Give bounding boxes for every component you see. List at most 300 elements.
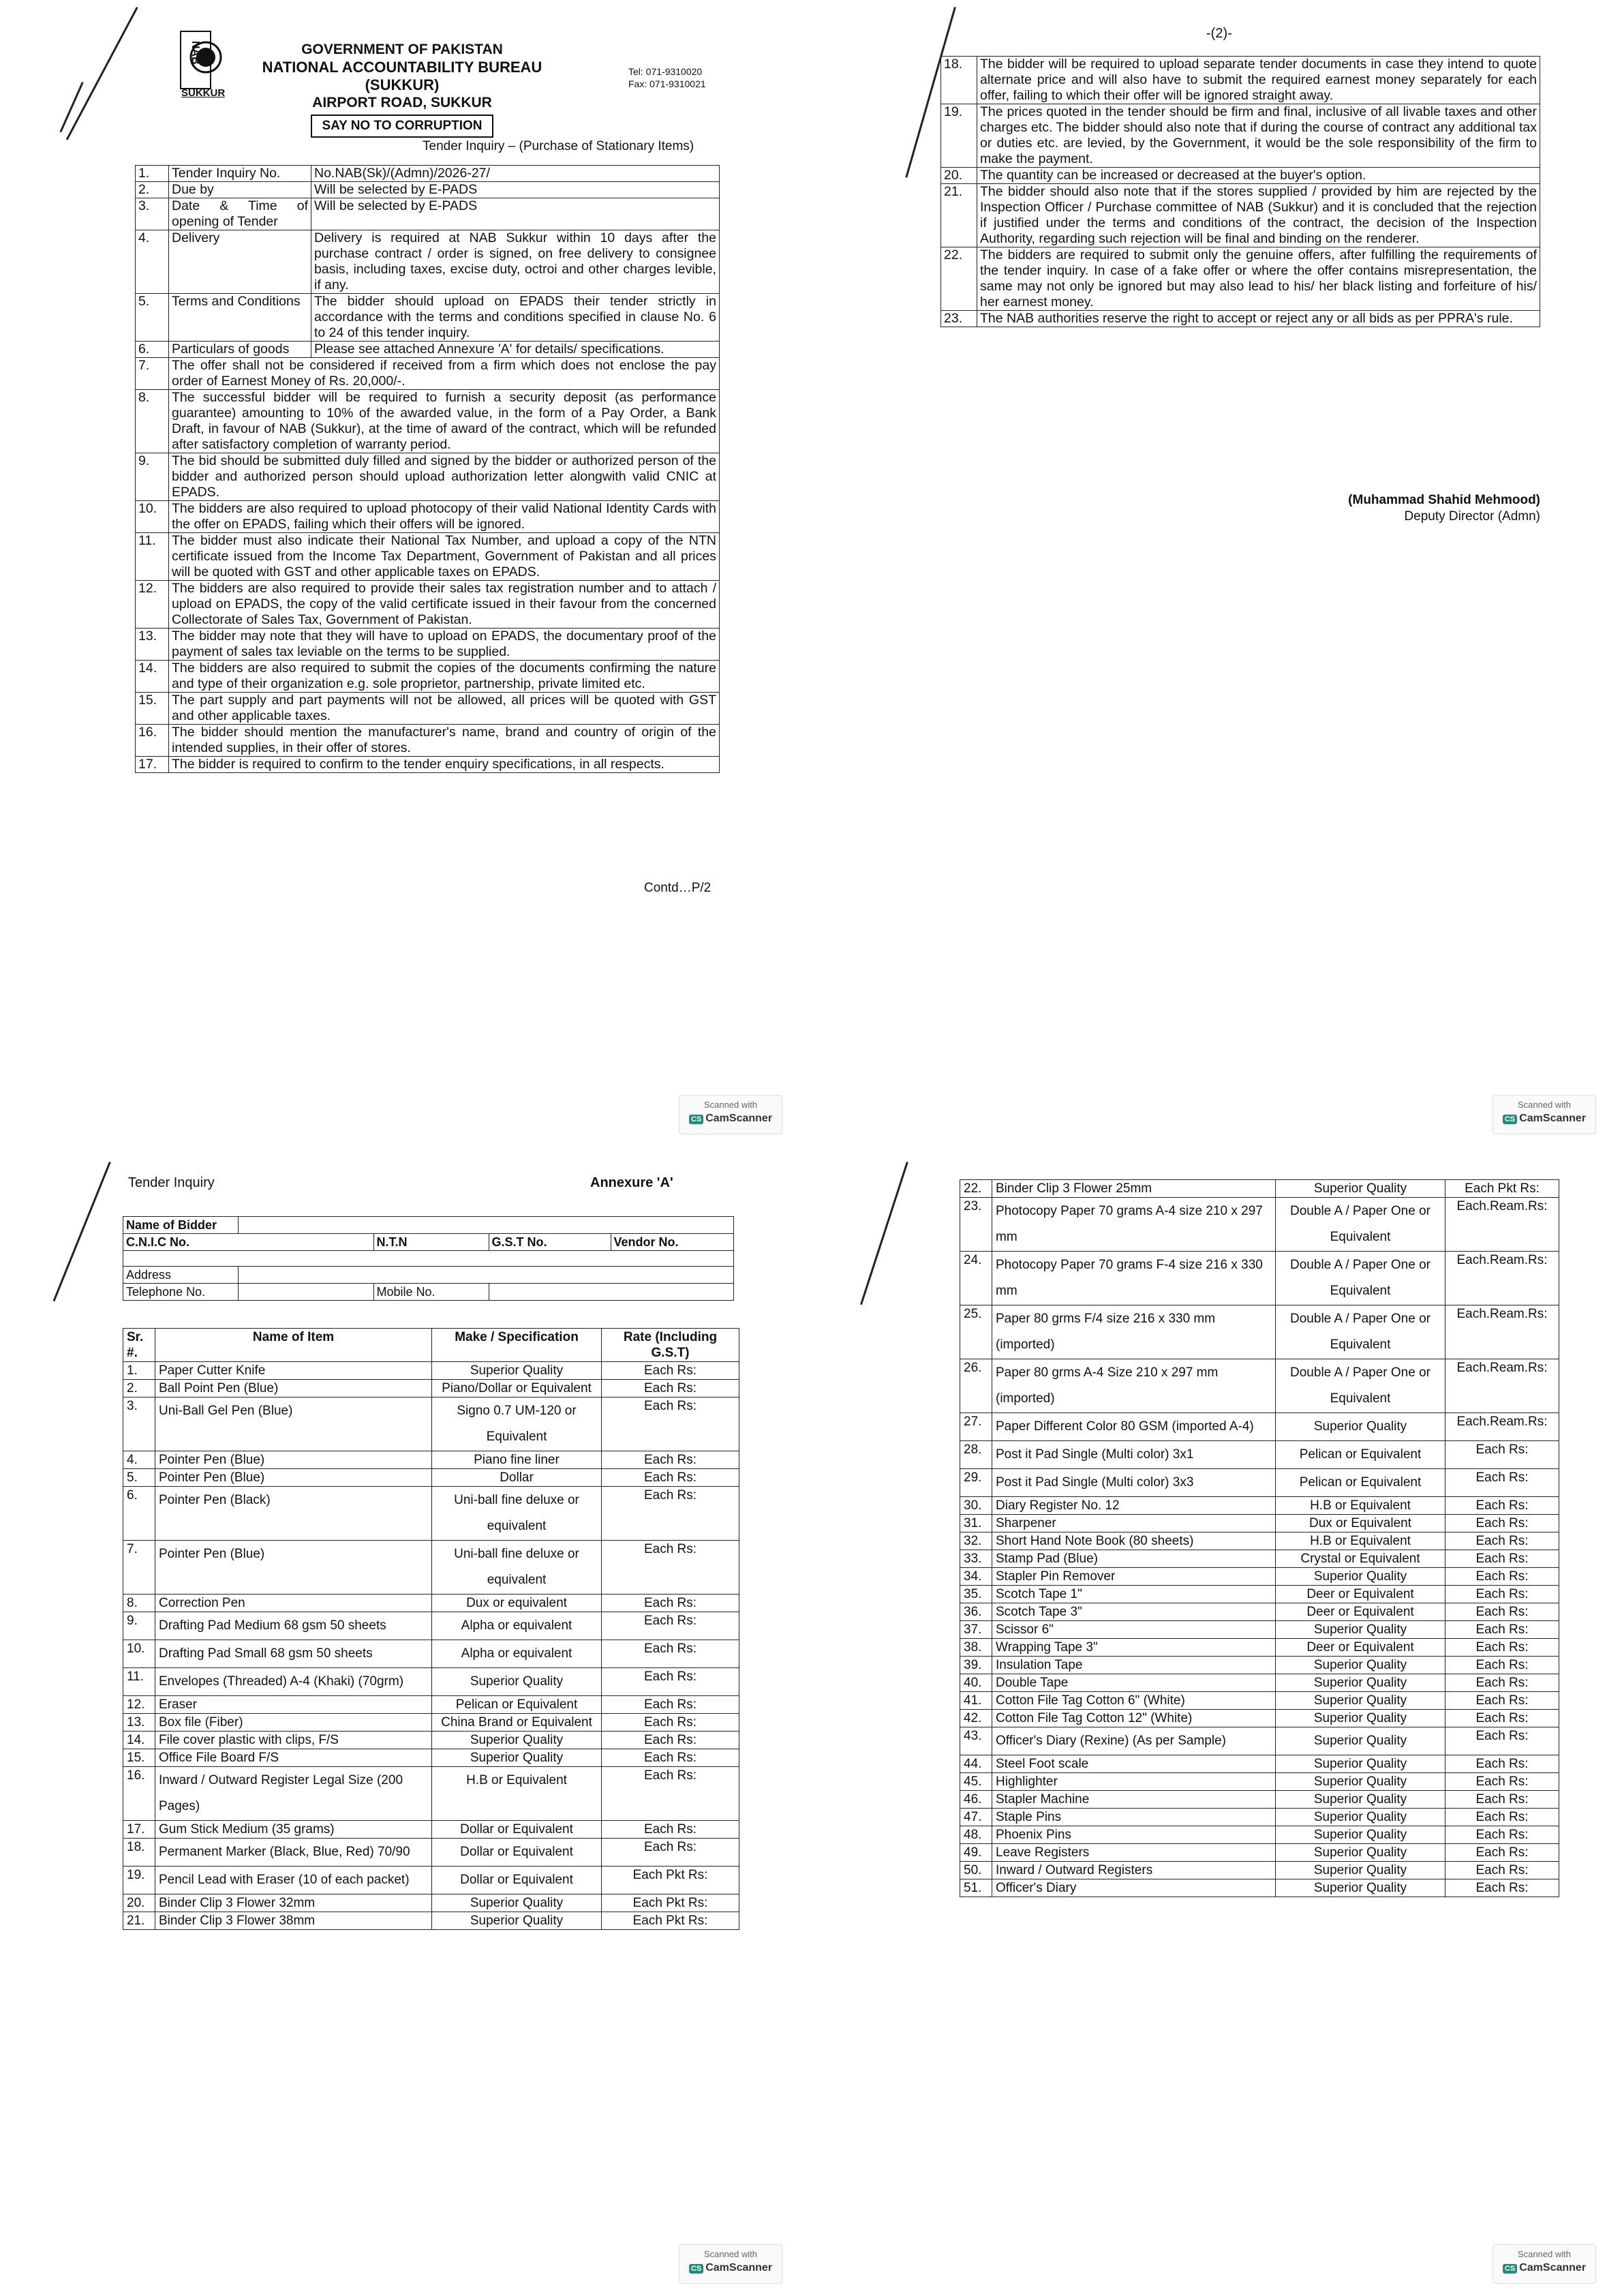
camscanner-watermark (679, 1095, 782, 1134)
item-row (123, 1767, 739, 1821)
item-row (123, 1487, 739, 1541)
item-name: Binder Clip 3 Flower 38mm (155, 1912, 432, 1930)
item-rate[interactable]: Each.Ream.Rs: (1445, 1198, 1559, 1252)
signatory-title: Deputy Director (Admn) (1404, 509, 1540, 524)
item-make: Superior Quality (1276, 1809, 1445, 1826)
item-rate[interactable]: Each Rs: (1445, 1710, 1559, 1727)
item-row (960, 1826, 1559, 1844)
item-rate[interactable]: Each Rs: (602, 1451, 739, 1469)
item-sr: 47. (960, 1809, 992, 1826)
item-row (960, 1603, 1559, 1621)
item-rate[interactable]: Each Rs: (1445, 1862, 1559, 1879)
watermark-text: Scanned with (1517, 1100, 1572, 1110)
item-rate[interactable]: Each Rs: (1445, 1586, 1559, 1603)
item-sr: 33. (960, 1550, 992, 1568)
item-rate[interactable]: Each Rs: (1445, 1844, 1559, 1862)
item-sr: 44. (960, 1755, 992, 1773)
item-sr: 8. (123, 1595, 155, 1612)
item-row (123, 1362, 739, 1380)
item-rate[interactable]: Each Rs: (602, 1696, 739, 1714)
item-rate[interactable]: Each Rs: (1445, 1826, 1559, 1844)
item-rate[interactable]: Each Rs: (1445, 1727, 1559, 1755)
term-text: Will be selected by E-PADS (311, 182, 720, 198)
term-text: The NAB authorities reserve the right to accept or reject any or all bids as per PPRA's rule. (977, 311, 1540, 327)
term-row (136, 757, 720, 773)
blank-row (123, 1251, 734, 1267)
item-row (960, 1180, 1559, 1198)
item-rate[interactable]: Each Pkt Rs: (602, 1894, 739, 1912)
item-name: Eraser (155, 1696, 432, 1714)
item-rate[interactable]: Each Pkt Rs: (602, 1867, 739, 1894)
item-make: H.B or Equivalent (1276, 1497, 1445, 1515)
item-make: Superior Quality (1276, 1727, 1445, 1755)
item-rate[interactable]: Each.Ream.Rs: (1445, 1252, 1559, 1305)
term-row (941, 247, 1540, 311)
item-name: Binder Clip 3 Flower 32mm (155, 1894, 432, 1912)
term-number: 4. (136, 230, 169, 294)
item-name: Scotch Tape 1" (992, 1586, 1276, 1603)
item-sr: 42. (960, 1710, 992, 1727)
item-rate[interactable]: Each Rs: (602, 1732, 739, 1749)
term-number: 7. (136, 358, 169, 390)
pen-stroke (66, 7, 138, 140)
term-text: The bidder should mention the manufacturer's name, brand and country of origin of the intended supplies, in their offer of stores. (169, 725, 720, 757)
term-text: The bidder will be required to upload separate tender documents in case they intend to quote alternate price and will also have to submit the required earnest money separately for each offer, failing to which their offer will be ignored straight away. (977, 57, 1540, 104)
item-rate[interactable]: Each Rs: (1445, 1791, 1559, 1809)
item-row (960, 1359, 1559, 1413)
term-number: 17. (136, 757, 169, 773)
item-name: Photocopy Paper 70 grams A-4 size 210 x 297 mm (992, 1198, 1276, 1252)
item-rate[interactable]: Each Rs: (602, 1767, 739, 1821)
item-name: Post it Pad Single (Multi color) 3x1 (992, 1441, 1276, 1469)
item-sr: 19. (123, 1867, 155, 1894)
telephone-field[interactable] (239, 1284, 374, 1301)
item-rate[interactable]: Each Rs: (1445, 1497, 1559, 1515)
item-make: Superior Quality (1276, 1657, 1445, 1674)
item-make: Superior Quality (432, 1668, 602, 1696)
term-number: 8. (136, 390, 169, 453)
item-rate[interactable]: Each Rs: (1445, 1809, 1559, 1826)
item-sr: 50. (960, 1862, 992, 1879)
camscanner-icon: CS (1503, 1115, 1517, 1124)
item-sr: 9. (123, 1612, 155, 1640)
item-rate[interactable]: Each Rs: (602, 1541, 739, 1595)
term-text: The bidders are required to submit only the genuine offers, after fulfilling the requirements of the tender inquiry. In case of a fake offer or where the offer contains misrepresentation, the same may not only be ignored but may also lead to his/ her black listing and forfeiture of his/ her earnest money. (977, 247, 1540, 311)
item-name: Short Hand Note Book (80 sheets) (992, 1532, 1276, 1550)
item-make: Superior Quality (432, 1894, 602, 1912)
item-name: File cover plastic with clips, F/S (155, 1732, 432, 1749)
address-label: Address (123, 1267, 239, 1284)
term-number: 10. (136, 501, 169, 533)
item-row (960, 1674, 1559, 1692)
item-sr: 1. (123, 1362, 155, 1380)
item-sr: 36. (960, 1603, 992, 1621)
item-rate[interactable]: Each Rs: (602, 1714, 739, 1732)
term-text: The bidders are also required to provide their sales tax registration number and to attach / upload on EPADS, the copy of the valid certificate issued in their favour from the concerned Collectorate of Sales Tax, Government of Pakistan. (169, 581, 720, 629)
item-sr: 12. (123, 1696, 155, 1714)
item-sr: 13. (123, 1714, 155, 1732)
item-rate[interactable]: Each Rs: (602, 1640, 739, 1668)
item-row (960, 1441, 1559, 1469)
term-text: Please see attached Annexure 'A' for details/ specifications. (311, 342, 720, 358)
item-make: Superior Quality (1276, 1791, 1445, 1809)
item-sr: 28. (960, 1441, 992, 1469)
item-make: Superior Quality (1276, 1710, 1445, 1727)
term-number: 11. (136, 533, 169, 581)
item-sr: 27. (960, 1413, 992, 1441)
term-text: The successful bidder will be required to furnish a security deposit (as performance guarantee) amounting to 10% of the awarded value, in the form of a Pay Order, a Bank Draft, in favour of NAB (Sukkur), at the time of award of the contract, which will be refunded after satisfactory completion of warranty period. (169, 390, 720, 453)
item-sr: 10. (123, 1640, 155, 1668)
item-make: Crystal or Equivalent (1276, 1550, 1445, 1568)
term-number: 5. (136, 294, 169, 342)
term-text: The prices quoted in the tender should be firm and final, inclusive of all livable taxes and other charges etc. The bidder should also note that if during the course of contract any additional tax or duties etc. are levied, by the Government, it would be the sole responsibility of the firm to make the payment. (977, 104, 1540, 168)
item-sr: 4. (123, 1451, 155, 1469)
item-row (123, 1732, 739, 1749)
item-name: Photocopy Paper 70 grams F-4 size 216 x 330 mm (992, 1252, 1276, 1305)
fax: Fax: 071-9310021 (628, 78, 706, 89)
item-name: Officer's Diary (Rexine) (As per Sample) (992, 1727, 1276, 1755)
item-sr: 48. (960, 1826, 992, 1844)
term-row (136, 533, 720, 581)
ntn-label: N.T.N (373, 1234, 489, 1251)
item-make: Double A / Paper One or Equivalent (1276, 1252, 1445, 1305)
item-rate[interactable]: Each Rs: (1445, 1441, 1559, 1469)
annexure-title-left: Tender Inquiry (128, 1175, 215, 1190)
item-row (960, 1252, 1559, 1305)
item-rate[interactable]: Each Rs: (602, 1668, 739, 1696)
term-number: 9. (136, 453, 169, 501)
item-name: Steel Foot scale (992, 1755, 1276, 1773)
term-row (136, 453, 720, 501)
contact-block (628, 65, 706, 90)
col-item-name: Name of Item (155, 1329, 432, 1362)
item-make: Superior Quality (1276, 1862, 1445, 1879)
item-name: Scotch Tape 3" (992, 1603, 1276, 1621)
item-rate[interactable]: Each.Ream.Rs: (1445, 1413, 1559, 1441)
item-row (123, 1469, 739, 1487)
page-number: -(2)- (1206, 26, 1232, 41)
term-number: 14. (136, 661, 169, 693)
item-name: Pointer Pen (Blue) (155, 1469, 432, 1487)
pen-stroke (53, 1162, 111, 1301)
items-table-part-2 (960, 1179, 1559, 1897)
item-make: Superior Quality (1276, 1180, 1445, 1198)
item-sr: 15. (123, 1749, 155, 1767)
term-text: Delivery is required at NAB Sukkur within 10 days after the purchase contract / order is signed, on free delivery to consignee basis, including taxes, excise duty, octroi and other charges levible, if any. (311, 230, 720, 294)
item-make: Alpha or equivalent (432, 1640, 602, 1668)
item-name: Stamp Pad (Blue) (992, 1550, 1276, 1568)
item-row (123, 1821, 739, 1839)
watermark-brand: CamScanner (1519, 1113, 1587, 1124)
item-name: Highlighter (992, 1773, 1276, 1791)
term-row (136, 230, 720, 294)
watermark-brand: CamScanner (705, 1113, 773, 1124)
item-make: Dollar or Equivalent (432, 1839, 602, 1867)
term-text: The bidders are also required to upload photocopy of their valid National Identity Cards with the offer on EPADS, failing which their offers will be ignored. (169, 501, 720, 533)
gst-label: G.S.T No. (489, 1234, 611, 1251)
item-rate[interactable]: Each Rs: (602, 1487, 739, 1541)
item-row (123, 1894, 739, 1912)
term-number: 20. (941, 168, 977, 184)
term-row (941, 104, 1540, 168)
term-number: 15. (136, 693, 169, 725)
term-number: 18. (941, 57, 977, 104)
item-rate[interactable]: Each Rs: (602, 1749, 739, 1767)
nab-logo (179, 30, 226, 98)
item-name: Permanent Marker (Black, Blue, Red) 70/90 (155, 1839, 432, 1867)
item-name: Double Tape (992, 1674, 1276, 1692)
item-sr: 31. (960, 1515, 992, 1532)
item-name: Binder Clip 3 Flower 25mm (992, 1180, 1276, 1198)
vendor-label: Vendor No. (611, 1234, 734, 1251)
term-text: No.NAB(Sk)/(Admn)/2026-27/ (311, 166, 720, 182)
watermark-brand: CamScanner (1519, 2262, 1587, 2274)
item-rate[interactable]: Each Rs: (602, 1469, 739, 1487)
item-rate[interactable]: Each Rs: (602, 1821, 739, 1839)
signature-block (1227, 492, 1540, 525)
item-row (960, 1710, 1559, 1727)
item-name: Diary Register No. 12 (992, 1497, 1276, 1515)
item-make: Deer or Equivalent (1276, 1639, 1445, 1657)
item-name: Wrapping Tape 3" (992, 1639, 1276, 1657)
item-row (960, 1586, 1559, 1603)
term-label: Date & Time of opening of Tender (169, 198, 311, 230)
item-sr: 17. (123, 1821, 155, 1839)
item-name: Phoenix Pins (992, 1826, 1276, 1844)
item-rate[interactable]: Each Pkt Rs: (602, 1912, 739, 1930)
item-sr: 34. (960, 1568, 992, 1586)
item-name: Box file (Fiber) (155, 1714, 432, 1732)
term-row (136, 358, 720, 390)
item-make: Pelican or Equivalent (1276, 1469, 1445, 1497)
item-make: Pelican or Equivalent (432, 1696, 602, 1714)
item-row (123, 1696, 739, 1714)
item-make: Signo 0.7 UM-120 or Equivalent (432, 1398, 602, 1451)
item-row (960, 1198, 1559, 1252)
item-name: Drafting Pad Medium 68 gsm 50 sheets (155, 1612, 432, 1640)
address-field[interactable] (239, 1267, 734, 1284)
subject-line: Tender Inquiry – (Purchase of Stationary Items) (423, 139, 694, 153)
item-sr: 29. (960, 1469, 992, 1497)
term-row (941, 168, 1540, 184)
item-row (960, 1532, 1559, 1550)
item-rate[interactable]: Each Rs: (1445, 1621, 1559, 1639)
term-text: The bidders are also required to submit the copies of the documents confirming the nature and type of their organization e.g. sole proprietor, partnership, private limited etc. (169, 661, 720, 693)
term-label: Particulars of goods (169, 342, 311, 358)
item-rate[interactable]: Each Rs: (1445, 1532, 1559, 1550)
item-row (960, 1497, 1559, 1515)
item-rate[interactable]: Each Rs: (1445, 1568, 1559, 1586)
item-rate[interactable]: Each Rs: (1445, 1879, 1559, 1897)
camscanner-watermark (679, 2244, 782, 2284)
camscanner-watermark (1493, 1095, 1596, 1134)
item-rate[interactable]: Each Rs: (602, 1612, 739, 1640)
item-make: Piano/Dollar or Equivalent (432, 1380, 602, 1398)
item-make: Dollar or Equivalent (432, 1821, 602, 1839)
item-make: Piano fine liner (432, 1451, 602, 1469)
item-name: Stapler Pin Remover (992, 1568, 1276, 1586)
term-text: The bidder must also indicate their National Tax Number, and upload a copy of the NTN certificate issued from the Income Tax Department, Government of Pakistan and all prices will be quoted with GST and other applicable taxes on EPADS. (169, 533, 720, 581)
term-label: Tender Inquiry No. (169, 166, 311, 182)
item-sr: 40. (960, 1674, 992, 1692)
item-make: Superior Quality (1276, 1413, 1445, 1441)
item-name: Uni-Ball Gel Pen (Blue) (155, 1398, 432, 1451)
item-sr: 51. (960, 1879, 992, 1897)
item-rate[interactable]: Each Rs: (1445, 1515, 1559, 1532)
header-line-3: AIRPORT ROAD, SUKKUR (312, 95, 492, 110)
camscanner-icon: CS (1503, 2264, 1517, 2274)
item-rate[interactable]: Each.Ream.Rs: (1445, 1305, 1559, 1359)
item-sr: 23. (960, 1198, 992, 1252)
item-make: Double A / Paper One or Equivalent (1276, 1305, 1445, 1359)
item-sr: 24. (960, 1252, 992, 1305)
item-rate[interactable]: Each Rs: (602, 1595, 739, 1612)
col-rate: Rate (Including G.S.T) (602, 1329, 739, 1362)
item-name: Correction Pen (155, 1595, 432, 1612)
item-rate[interactable]: Each.Ream.Rs: (1445, 1359, 1559, 1413)
item-make: Deer or Equivalent (1276, 1586, 1445, 1603)
item-make: Double A / Paper One or Equivalent (1276, 1359, 1445, 1413)
item-make: Superior Quality (432, 1912, 602, 1930)
item-rate[interactable]: Each Rs: (1445, 1773, 1559, 1791)
continued-note: Contd…P/2 (644, 881, 711, 895)
term-label: Delivery (169, 230, 311, 294)
item-name: Sharpener (992, 1515, 1276, 1532)
header-line-2: NATIONAL ACCOUNTABILITY BUREAU (SUKKUR) (262, 59, 542, 93)
item-row (960, 1809, 1559, 1826)
camscanner-icon: CS (689, 2264, 703, 2274)
term-row (941, 184, 1540, 247)
slogan-box: SAY NO TO CORRUPTION (311, 115, 493, 138)
pen-stroke (860, 1162, 908, 1305)
item-make: Superior Quality (1276, 1773, 1445, 1791)
item-row (960, 1879, 1559, 1897)
camscanner-icon: CS (689, 1115, 703, 1124)
item-rate[interactable]: Each Rs: (1445, 1674, 1559, 1692)
term-number: 2. (136, 182, 169, 198)
item-sr: 22. (960, 1180, 992, 1198)
item-rate[interactable]: Each Rs: (1445, 1469, 1559, 1497)
term-number: 21. (941, 184, 977, 247)
item-name: Staple Pins (992, 1809, 1276, 1826)
item-rate[interactable]: Each Rs: (602, 1839, 739, 1867)
mobile-label: Mobile No. (373, 1284, 489, 1301)
item-make: Superior Quality (432, 1732, 602, 1749)
annexure-title-right: Annexure 'A' (590, 1175, 673, 1190)
item-sr: 18. (123, 1839, 155, 1867)
item-make: Dollar (432, 1469, 602, 1487)
item-name: Inward / Outward Register Legal Size (200 Pages) (155, 1767, 432, 1821)
item-rate[interactable]: Each Rs: (1445, 1603, 1559, 1621)
item-make: Superior Quality (432, 1749, 602, 1767)
item-make: Uni-ball fine deluxe or equivalent (432, 1487, 602, 1541)
item-row (960, 1515, 1559, 1532)
item-rate[interactable]: Each Rs: (602, 1380, 739, 1398)
item-sr: 45. (960, 1773, 992, 1791)
item-row (123, 1640, 739, 1668)
watermark-text: Scanned with (1517, 2249, 1572, 2259)
item-row (123, 1839, 739, 1867)
item-name: Pointer Pen (Blue) (155, 1541, 432, 1595)
item-make: Alpha or equivalent (432, 1612, 602, 1640)
mobile-field[interactable] (489, 1284, 734, 1301)
term-text: The bidder should also note that if the stores supplied / provided by him are rejected by the Inspection Officer / Purchase committee of NAB (Sukkur) and it is concluded that the rejection if justified under the terms and conditions of the contract, the decision of the Inspection Authority, regarding such rejection will be final and binding on the renderer. (977, 184, 1540, 247)
item-make: Pelican or Equivalent (1276, 1441, 1445, 1469)
cnic-field[interactable] (239, 1234, 374, 1251)
item-sr: 2. (123, 1380, 155, 1398)
item-rate[interactable]: Each Rs: (602, 1362, 739, 1380)
col-make: Make / Specification (432, 1329, 602, 1362)
telephone-label: Telephone No. (123, 1284, 239, 1301)
item-make: Superior Quality (1276, 1621, 1445, 1639)
item-row (123, 1867, 739, 1894)
term-label: Terms and Conditions (169, 294, 311, 342)
item-name: Paper 80 grms F/4 size 216 x 330 mm (imported) (992, 1305, 1276, 1359)
item-row (960, 1862, 1559, 1879)
item-name: Gum Stick Medium (35 grams) (155, 1821, 432, 1839)
term-row (136, 342, 720, 358)
item-rate[interactable]: Each Rs: (1445, 1657, 1559, 1674)
item-rate[interactable]: Each Rs: (1445, 1755, 1559, 1773)
item-row (123, 1612, 739, 1640)
bidder-name-field[interactable] (239, 1217, 734, 1234)
term-text: The bidder is required to confirm to the tender enquiry specifications, in all respects. (169, 757, 720, 773)
term-row (136, 725, 720, 757)
item-make: Double A / Paper One or Equivalent (1276, 1198, 1445, 1252)
item-sr: 26. (960, 1359, 992, 1413)
item-make: Superior Quality (1276, 1755, 1445, 1773)
item-name: Inward / Outward Registers (992, 1862, 1276, 1879)
bidder-details-table (123, 1216, 734, 1301)
item-rate[interactable]: Each Rs: (602, 1398, 739, 1451)
item-make: Superior Quality (1276, 1692, 1445, 1710)
term-row (136, 198, 720, 230)
items-table-part-1 (123, 1328, 739, 1930)
item-name: Pencil Lead with Eraser (10 of each packet) (155, 1867, 432, 1894)
item-make: Superior Quality (1276, 1844, 1445, 1862)
item-row (960, 1773, 1559, 1791)
item-name: Drafting Pad Small 68 gsm 50 sheets (155, 1640, 432, 1668)
item-row (960, 1469, 1559, 1497)
term-row (941, 311, 1540, 327)
term-text: The offer shall not be considered if received from a firm which does not enclose the pay order of Earnest Money of Rs. 20,000/-. (169, 358, 720, 390)
term-row (136, 693, 720, 725)
col-sr: Sr. #. (123, 1329, 155, 1362)
item-row (960, 1305, 1559, 1359)
item-rate[interactable]: Each Rs: (1445, 1639, 1559, 1657)
item-sr: 5. (123, 1469, 155, 1487)
item-row (123, 1380, 739, 1398)
item-sr: 7. (123, 1541, 155, 1595)
item-name: Paper 80 grms A-4 Size 210 x 297 mm (imported) (992, 1359, 1276, 1413)
item-name: Cotton File Tag Cotton 6" (White) (992, 1692, 1276, 1710)
item-rate[interactable]: Each Rs: (1445, 1550, 1559, 1568)
term-row (136, 501, 720, 533)
item-row (960, 1621, 1559, 1639)
item-row (960, 1568, 1559, 1586)
item-sr: 37. (960, 1621, 992, 1639)
item-sr: 43. (960, 1727, 992, 1755)
item-name: Leave Registers (992, 1844, 1276, 1862)
page-1 (0, 0, 811, 1148)
item-rate[interactable]: Each Rs: (1445, 1692, 1559, 1710)
watermark-text: Scanned with (703, 1100, 758, 1110)
item-row (960, 1639, 1559, 1657)
item-sr: 46. (960, 1791, 992, 1809)
item-rate[interactable]: Each Pkt Rs: (1445, 1180, 1559, 1198)
item-sr: 21. (123, 1912, 155, 1930)
item-sr: 35. (960, 1586, 992, 1603)
